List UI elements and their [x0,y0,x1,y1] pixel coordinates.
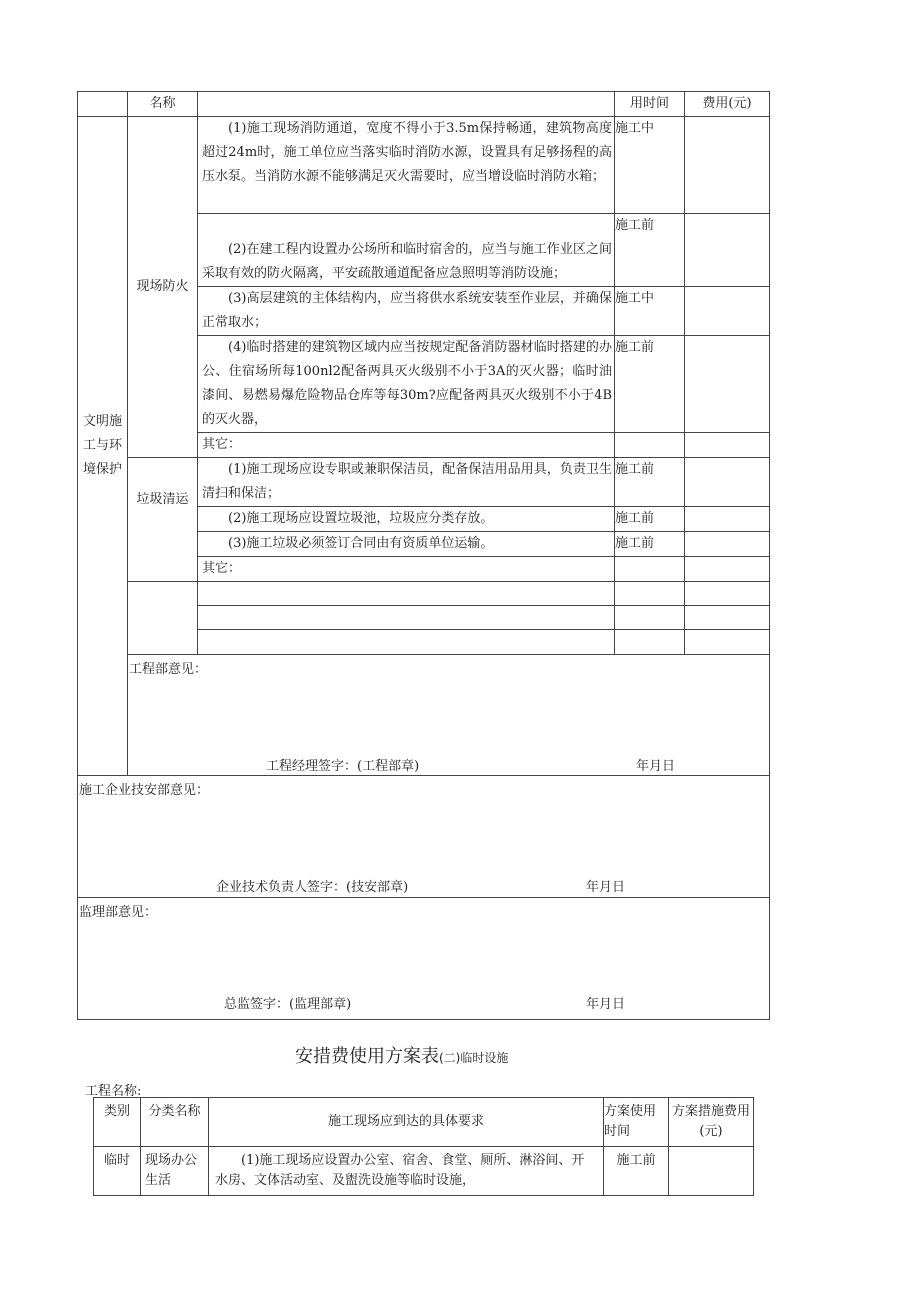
header-category: 类别 [94,1098,141,1147]
empty-cell[interactable] [198,606,615,630]
opinion-label: 工程部意见： [129,662,208,677]
fee-cell[interactable] [685,336,770,433]
fee-cell[interactable] [685,117,770,214]
fee-cell[interactable] [669,1147,754,1196]
requirement-text: (2)在建工程内设置办公场所和临时宿舍的，应当与施工作业区之间采取有效的防火隔离，平安疏散通道配备应急照明等消防设施； [198,214,615,287]
header-blank [78,92,128,117]
empty-cell[interactable] [198,630,615,655]
opinion-label: 监理部意见： [79,905,158,920]
header-requirement: 施工现场应到达的具体要求 [209,1098,604,1147]
time-cell: 施工前 [615,532,685,557]
empty-cell[interactable] [198,582,615,606]
subcategory-cell: 现场办公生活 [141,1147,209,1196]
fee-cell[interactable] [685,433,770,458]
empty-cell[interactable] [685,582,770,606]
fee-cell[interactable] [685,458,770,507]
fee-cell[interactable] [685,507,770,532]
safety-measures-table [77,91,770,1020]
time-cell: 施工前 [615,458,685,507]
other-text: 其它： [198,557,615,582]
header-fee: 方案措施费用(元) [669,1098,754,1147]
group-name: 现场防火 [128,117,198,458]
empty-cell[interactable] [615,606,685,630]
other-text: 其它： [198,433,615,458]
header-name: 名称 [128,92,198,117]
fee-cell[interactable] [685,557,770,582]
empty-cell[interactable] [615,582,685,606]
title-sub: (二)临时设施 [439,1051,509,1065]
time-cell: 施工中 [615,287,685,336]
signature-line: 企业技术负责人签字：(技安部章) [216,880,409,895]
supervision-opinion[interactable] [78,898,770,1020]
title-main: 安措费使用方案表 [295,1046,439,1067]
empty-group-name [128,582,198,655]
requirement-text: (3)高层建筑的主体结构内，应当将供水系统安装至作业层，并确保正常取水； [198,287,615,336]
empty-cell[interactable] [685,630,770,655]
header-time: 方案使用时间 [604,1098,669,1147]
empty-cell[interactable] [615,630,685,655]
time-cell: 施工中 [615,117,685,214]
time-cell [615,433,685,458]
temporary-facilities-table [93,1097,754,1196]
page-title [295,1042,508,1068]
header-requirement [198,92,615,117]
empty-cell[interactable] [685,606,770,630]
time-cell [615,557,685,582]
category-cell: 临时 [94,1147,141,1196]
header-subcategory: 分类名称 [141,1098,209,1147]
date-line: 年月日 [586,997,626,1012]
requirement-text: (1)施工现场消防通道，宽度不得小于3.5m保持畅通，建筑物高度超过24m时，施工单位应当落实临时消防水源，设置具有足够扬程的高压水泵。当消防水源不能够满足灭火需要时，应当增设临时消防水箱； [198,117,615,214]
time-cell: 施工前 [615,214,685,287]
requirement-text: (1)施工现场应设专职或兼职保洁员，配备保洁用品用具，负责卫生清扫和保洁； [198,458,615,507]
requirement-text: (2)施工现场应设置垃圾池，垃圾应分类存放。 [198,507,615,532]
signature-line: 工程经理签字：(工程部章) [266,759,420,774]
requirement-text: (4)临时搭建的建筑物区域内应当按规定配备消防器材临时搭建的办公、住宿场所每100nl2配备两具灭火级别不小于3A的灭火器；临时油漆间、易燃易爆危险物品仓库等每30m?应配备两具灭火级别不小于4B的灭火器， [198,336,615,433]
signature-line: 总监签字：(监理部章) [224,997,352,1012]
project-name-label: 工程名称: [85,1084,142,1099]
requirement-text: (1)施工现场应设置办公室、宿舍、食堂、厕所、淋浴间、开水房、文体活动室、及盥洗设施等临时设施， [209,1147,604,1196]
header-fee: 费用(元) [685,92,770,117]
fee-cell[interactable] [685,287,770,336]
header-time: 用时间 [615,92,685,117]
date-line: 年月日 [636,759,676,774]
fee-cell[interactable] [685,532,770,557]
time-cell: 施工前 [615,507,685,532]
engineering-opinion[interactable] [128,655,770,776]
date-line: 年月日 [586,880,626,895]
opinion-label: 施工企业技安部意见： [79,783,210,798]
time-cell: 施工前 [604,1147,669,1196]
group-name: 垃圾清运 [128,458,198,582]
requirement-text: (3)施工垃圾必须签订合同由有资质单位运输。 [198,532,615,557]
time-cell: 施工前 [615,336,685,433]
tech-safety-opinion[interactable] [78,776,770,898]
category-cell: 文明施工与环境保护 [78,117,128,776]
fee-cell[interactable] [685,214,770,287]
